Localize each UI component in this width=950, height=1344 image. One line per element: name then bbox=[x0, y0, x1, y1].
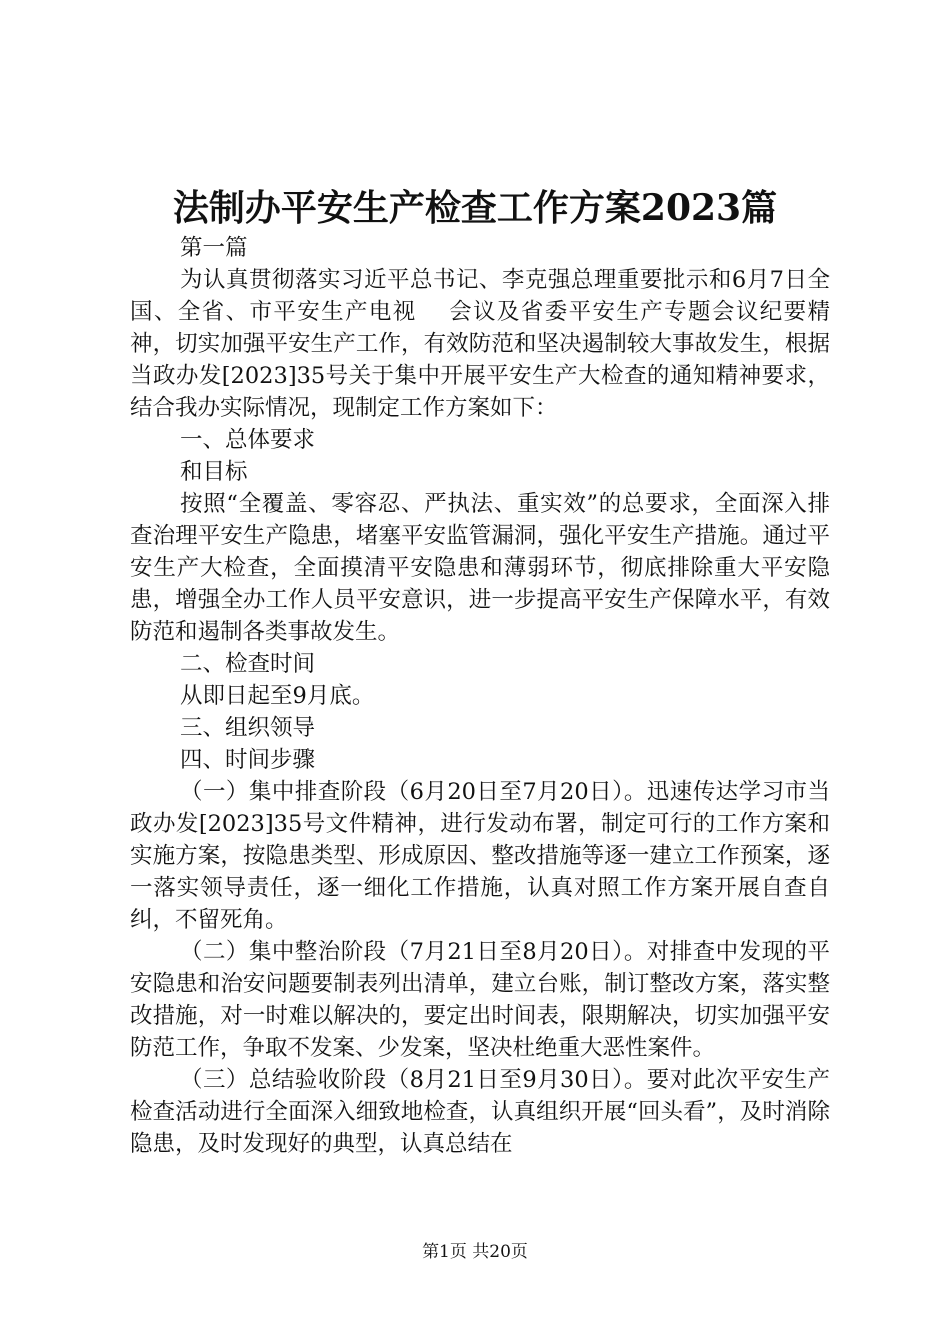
paragraph-heading-4: 四、时间步骤 bbox=[180, 747, 316, 773]
paragraph-step-1: （一）集中排查阶段（6月20日至7月20日）。迅速传达学习市当政办发[2023]35号文件精神，进行发动布署，制定可行的工作方案和实施方案，按隐患类型、形成原因、整改措施等逐一建立工作预案，逐一落实领导责任，逐一细化工作措施，认真对照工作方案开展自查自纠，不留死角。 bbox=[130, 779, 830, 933]
paragraph-time: 从即日起至9月底。 bbox=[180, 683, 375, 709]
paragraph-intro: 为认真贯彻落实习近平总书记、李克强总理重要批示和6月7日全国、全省、市平安生产电视 会议及省委平安生产专题会议纪要精神，切实加强平安生产工作，有效防范和坚决遏制较大事故发生，根据当政办发[2023]35号关于集中开展平安生产大检查的通知精神要求，结合我办实际情况，现制定工作方案如下： bbox=[130, 267, 830, 421]
paragraph-heading-3: 三、组织领导 bbox=[180, 715, 316, 741]
paragraph-step-2: （二）集中整治阶段（7月21日至8月20日）。对排查中发现的平安隐患和治安问题要制表列出清单，建立台账，制订整改方案，落实整改措施，对一时难以解决的，要定出时间表，限期解决，切实加强平安防范工作，争取不发案、少发案，坚决杜绝重大恶性案件。 bbox=[130, 939, 830, 1061]
paragraph-section-heading: 第一篇 bbox=[180, 235, 248, 261]
paragraph-requirements: 按照“全覆盖、零容忍、严执法、重实效”的总要求，全面深入排查治理平安生产隐患，堵塞平安监管漏洞，强化平安生产措施。通过平安生产大检查，全面摸清平安隐患和薄弱环节，彻底排除重大平安隐患，增强全办工作人员平安意识，进一步提高平安生产保障水平，有效防范和遏制各类事故发生。 bbox=[130, 491, 830, 645]
paragraph-heading-1: 一、总体要求 bbox=[180, 427, 316, 453]
paragraph-step-3: （三）总结验收阶段（8月21日至9月30日）。要对此次平安生产检查活动进行全面深入细致地检查，认真组织开展“回头看”，及时消除隐患，及时发现好的典型，认真总结在 bbox=[130, 1067, 830, 1157]
document-title: 法制办平安生产检查工作方案2023篇 bbox=[172, 187, 778, 229]
page-number-footer: 第1页 共20页 bbox=[422, 1242, 528, 1262]
paragraph-heading-2: 二、检查时间 bbox=[180, 651, 316, 677]
document-body bbox=[130, 232, 830, 1160]
paragraph-heading-1-continued: 和目标 bbox=[180, 459, 248, 485]
